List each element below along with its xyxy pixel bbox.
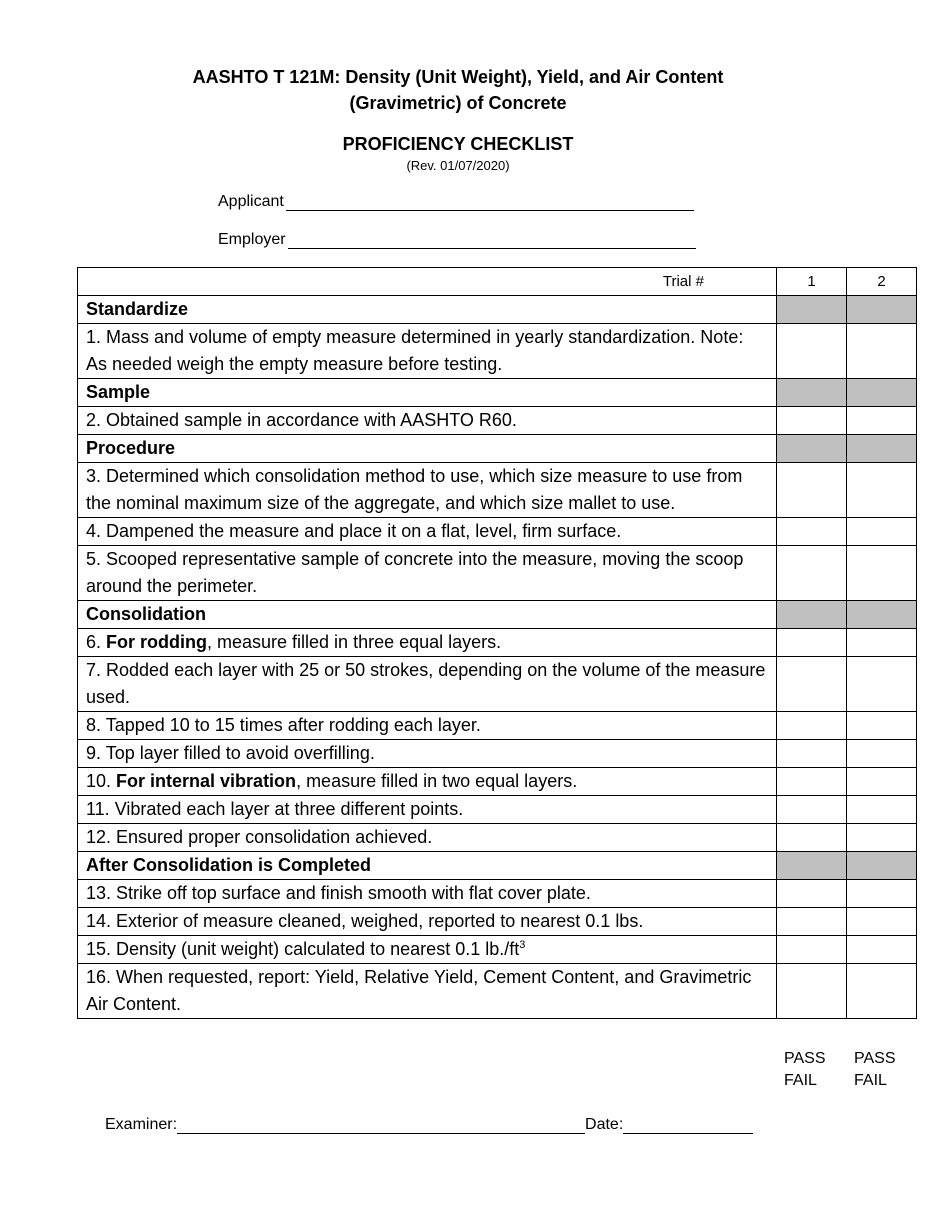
item-6 <box>78 629 777 657</box>
item-10-number: 10. <box>86 771 117 791</box>
table-row <box>78 712 917 740</box>
table-row <box>78 407 917 435</box>
trial-1-box[interactable] <box>777 463 847 518</box>
trial-2-box[interactable] <box>847 546 917 601</box>
item-10 <box>78 768 777 796</box>
trial-1-fail[interactable]: FAIL <box>784 1072 817 1089</box>
shaded-cell <box>847 601 917 629</box>
table-row <box>78 546 917 601</box>
examiner-line[interactable] <box>177 1117 585 1134</box>
checklist-title: PROFICIENCY CHECKLIST <box>342 134 574 154</box>
table-row <box>78 324 917 379</box>
item-15 <box>78 936 777 964</box>
shaded-cell <box>847 379 917 407</box>
section-row-consolidation <box>78 601 917 629</box>
examiner-label: Examiner: <box>105 1116 178 1133</box>
shaded-cell <box>847 852 917 880</box>
shaded-cell <box>777 296 847 324</box>
trial-1-box[interactable] <box>777 324 847 379</box>
shaded-cell <box>847 435 917 463</box>
trial-2-box[interactable] <box>847 964 917 1019</box>
shaded-cell <box>777 852 847 880</box>
item-4: 4. Dampened the measure and place it on a flat, level, firm surface. <box>78 518 777 546</box>
checklist-table <box>77 267 917 1019</box>
trial-1-pass[interactable]: PASS <box>784 1050 826 1067</box>
item-10-bold: For internal vibration <box>116 771 297 791</box>
trial-label: Trial # <box>78 268 777 296</box>
trial-1-box[interactable] <box>777 657 847 712</box>
item-10-text: , measure filled in two equal layers. <box>296 771 578 791</box>
table-row <box>78 824 917 852</box>
table-row <box>78 518 917 546</box>
trial-header-row <box>78 268 917 296</box>
trial-1-box[interactable] <box>777 546 847 601</box>
item-7: 7. Rodded each layer with 25 or 50 strokes, depending on the volume of the measure used. <box>78 657 777 712</box>
revision-date: (Rev. 01/07/2020) <box>406 158 510 173</box>
trial-2-box[interactable] <box>847 518 917 546</box>
table-row <box>78 629 917 657</box>
applicant-line[interactable] <box>286 194 694 211</box>
item-15-superscript: 3 <box>519 939 526 951</box>
trial-2-box[interactable] <box>847 407 917 435</box>
shaded-cell <box>777 601 847 629</box>
item-13: 13. Strike off top surface and finish smooth with flat cover plate. <box>78 880 777 908</box>
trial-2-box[interactable] <box>847 824 917 852</box>
table-row <box>78 796 917 824</box>
table-row <box>78 936 917 964</box>
item-16: 16. When requested, report: Yield, Relative Yield, Cement Content, and Gravimetric Air Content. <box>78 964 777 1019</box>
shaded-cell <box>777 379 847 407</box>
trial-2-box[interactable] <box>847 740 917 768</box>
item-15-text: 15. Density (unit weight) calculated to nearest 0.1 lb./ft <box>86 939 520 959</box>
trial-2-box[interactable] <box>847 880 917 908</box>
employer-field <box>218 231 696 249</box>
shaded-cell <box>777 435 847 463</box>
table-row <box>78 740 917 768</box>
trial-1-box[interactable] <box>777 407 847 435</box>
item-14: 14. Exterior of measure cleaned, weighed, reported to nearest 0.1 lbs. <box>78 908 777 936</box>
trial-2-box[interactable] <box>847 768 917 796</box>
date-label: Date: <box>585 1116 624 1133</box>
trial-2-result <box>854 1048 896 1092</box>
trial-2-fail[interactable]: FAIL <box>854 1072 887 1089</box>
shaded-cell <box>847 296 917 324</box>
trial-1-box[interactable] <box>777 518 847 546</box>
item-1: 1. Mass and volume of empty measure determined in yearly standardization. Note: As needed weigh the empty measure before testing. <box>78 324 777 379</box>
section-consolidation: Consolidation <box>78 601 777 629</box>
item-6-bold: For rodding <box>106 632 207 652</box>
document-title-line1: AASHTO T 121M: Density (Unit Weight), Yield, and Air Content <box>192 67 724 87</box>
section-row-sample <box>78 379 917 407</box>
section-sample: Sample <box>78 379 777 407</box>
employer-label: Employer <box>218 231 286 248</box>
table-row <box>78 964 917 1019</box>
trial-2-box[interactable] <box>847 657 917 712</box>
trial-1-box[interactable] <box>777 712 847 740</box>
trial-2-box[interactable] <box>847 712 917 740</box>
trial-2-header: 2 <box>847 268 917 296</box>
date-line[interactable] <box>623 1117 753 1134</box>
trial-2-pass[interactable]: PASS <box>854 1050 896 1067</box>
trial-1-box[interactable] <box>777 936 847 964</box>
section-after-consolidation: After Consolidation is Completed <box>78 852 777 880</box>
examiner-field <box>105 1116 753 1134</box>
trial-1-box[interactable] <box>777 629 847 657</box>
section-row-after <box>78 852 917 880</box>
trial-1-header: 1 <box>777 268 847 296</box>
trial-1-box[interactable] <box>777 740 847 768</box>
applicant-label: Applicant <box>218 193 284 210</box>
document-title-line2: (Gravimetric) of Concrete <box>349 93 567 113</box>
table-row <box>78 880 917 908</box>
item-6-text: , measure filled in three equal layers. <box>207 632 502 652</box>
item-2: 2. Obtained sample in accordance with AASHTO R60. <box>78 407 777 435</box>
trial-2-box[interactable] <box>847 629 917 657</box>
item-12: 12. Ensured proper consolidation achieved. <box>78 824 777 852</box>
table-row <box>78 768 917 796</box>
section-standardize: Standardize <box>78 296 777 324</box>
table-row <box>78 657 917 712</box>
trial-1-box[interactable] <box>777 908 847 936</box>
trial-2-box[interactable] <box>847 796 917 824</box>
item-8: 8. Tapped 10 to 15 times after rodding each layer. <box>78 712 777 740</box>
trial-2-box[interactable] <box>847 324 917 379</box>
employer-line[interactable] <box>288 232 696 249</box>
trial-1-result <box>784 1048 826 1092</box>
trial-2-box[interactable] <box>847 908 917 936</box>
trial-1-box[interactable] <box>777 824 847 852</box>
section-row-standardize <box>78 296 917 324</box>
trial-2-box[interactable] <box>847 936 917 964</box>
section-row-procedure <box>78 435 917 463</box>
item-6-number: 6. <box>86 632 107 652</box>
item-9: 9. Top layer filled to avoid overfilling. <box>78 740 777 768</box>
table-row <box>78 908 917 936</box>
applicant-field <box>218 193 694 211</box>
trial-1-box[interactable] <box>777 768 847 796</box>
item-11: 11. Vibrated each layer at three different points. <box>78 796 777 824</box>
trial-1-box[interactable] <box>777 964 847 1019</box>
item-5: 5. Scooped representative sample of concrete into the measure, moving the scoop around the perimeter. <box>78 546 777 601</box>
item-3: 3. Determined which consolidation method to use, which size measure to use from the nominal maximum size of the aggregate, and which size mallet to use. <box>78 463 777 518</box>
trial-1-box[interactable] <box>777 796 847 824</box>
trial-2-box[interactable] <box>847 463 917 518</box>
table-row <box>78 463 917 518</box>
section-procedure: Procedure <box>78 435 777 463</box>
trial-1-box[interactable] <box>777 880 847 908</box>
